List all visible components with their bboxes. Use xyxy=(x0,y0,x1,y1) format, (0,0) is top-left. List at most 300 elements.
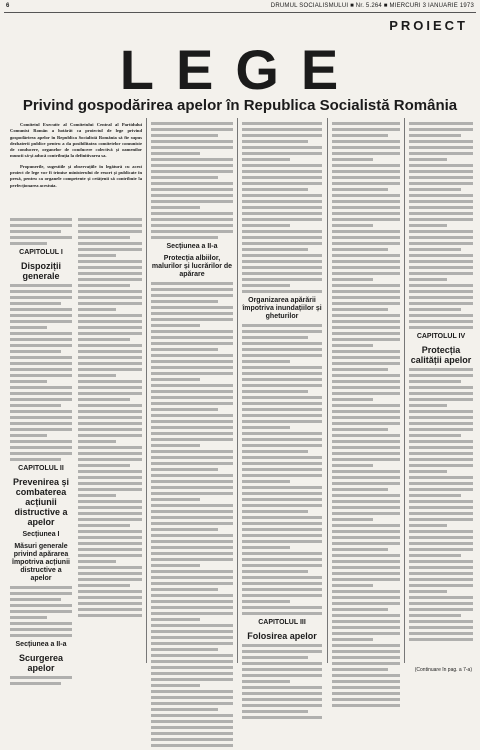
text-line xyxy=(151,642,233,645)
text-line xyxy=(151,594,233,597)
text-line xyxy=(242,122,322,125)
text-line xyxy=(242,492,322,495)
text-line xyxy=(242,366,322,369)
text-line xyxy=(409,380,461,383)
text-line xyxy=(409,230,473,233)
text-line xyxy=(332,404,400,407)
text-line xyxy=(409,320,473,323)
text-line xyxy=(409,440,473,443)
text-line xyxy=(242,498,322,501)
text-line xyxy=(10,284,72,287)
text-line xyxy=(332,122,400,125)
text-line xyxy=(151,474,233,477)
text-line xyxy=(78,248,142,251)
text-line xyxy=(78,482,142,485)
text-line xyxy=(242,402,322,405)
text-line xyxy=(242,540,322,543)
text-line xyxy=(151,702,233,705)
text-line xyxy=(151,558,233,561)
text-line xyxy=(242,140,308,143)
text-line xyxy=(409,506,473,509)
text-line xyxy=(151,510,233,513)
text-line xyxy=(332,632,400,635)
text-line xyxy=(332,452,400,455)
text-line xyxy=(151,540,233,543)
text-line xyxy=(10,362,72,365)
text-line xyxy=(409,476,473,479)
text-line xyxy=(10,404,61,407)
text-line xyxy=(242,266,322,269)
text-line xyxy=(78,332,142,335)
text-line xyxy=(242,260,322,263)
text-line xyxy=(332,692,400,695)
text-line xyxy=(78,590,142,593)
text-line xyxy=(409,170,473,173)
text-line xyxy=(409,554,461,557)
text-line xyxy=(242,716,322,719)
text-line xyxy=(409,428,473,431)
text-line xyxy=(409,374,473,377)
text-line xyxy=(409,452,473,455)
chapter-label: CAPITOLUL III xyxy=(258,619,306,626)
text-line xyxy=(409,542,473,545)
text-line xyxy=(409,392,473,395)
text-line xyxy=(332,698,400,701)
text-line xyxy=(332,236,400,239)
page-number: 6 xyxy=(6,3,10,9)
text-line xyxy=(151,128,233,131)
text-line xyxy=(332,380,400,383)
text-line xyxy=(151,366,233,369)
text-line xyxy=(332,332,400,335)
text-line xyxy=(332,260,400,263)
text-line xyxy=(151,420,233,423)
section-title: Protecția albiilor, malurilor și lucrărilor de apărare xyxy=(151,255,233,278)
text-line xyxy=(332,626,400,629)
text-line xyxy=(242,324,322,327)
section-title: Organizarea apărării împotriva inundațiilor și gheturilor xyxy=(242,297,322,320)
text-line xyxy=(78,272,142,275)
text-line xyxy=(242,188,308,191)
text-line xyxy=(78,284,130,287)
text-line xyxy=(332,242,400,245)
text-line xyxy=(409,608,473,611)
continuation-note: (Continuare în pag. a 7-a) xyxy=(414,667,472,673)
text-line xyxy=(242,128,322,131)
text-line xyxy=(242,248,308,251)
text-line xyxy=(409,158,447,161)
text-line xyxy=(151,654,233,657)
text-line xyxy=(242,396,322,399)
text-line xyxy=(10,314,72,317)
text-line xyxy=(332,374,400,377)
text-line xyxy=(409,290,473,293)
text-line xyxy=(242,390,308,393)
text-line xyxy=(78,278,142,281)
text-line xyxy=(151,288,233,291)
text-line xyxy=(242,290,322,293)
text-line xyxy=(242,284,290,287)
text-line xyxy=(78,584,130,587)
text-line xyxy=(409,164,473,167)
text-line xyxy=(409,140,473,143)
text-line xyxy=(78,464,130,467)
text-line xyxy=(151,182,233,185)
text-line xyxy=(409,446,473,449)
text-line xyxy=(10,356,72,359)
text-line xyxy=(78,230,142,233)
text-line xyxy=(332,308,388,311)
text-line xyxy=(242,486,322,489)
text-line xyxy=(242,522,322,525)
text-line xyxy=(78,326,142,329)
text-line xyxy=(409,176,473,179)
text-line xyxy=(409,422,473,425)
text-line xyxy=(332,320,400,323)
text-line xyxy=(151,342,233,345)
text-line xyxy=(332,356,400,359)
text-line xyxy=(78,506,142,509)
text-line xyxy=(242,474,322,477)
text-line xyxy=(332,464,373,467)
text-line xyxy=(151,312,233,315)
text-line xyxy=(151,564,200,567)
text-line xyxy=(151,738,233,741)
text-line xyxy=(78,404,142,407)
text-line xyxy=(409,536,473,539)
text-line xyxy=(332,278,373,281)
text-line xyxy=(10,224,72,227)
text-line xyxy=(151,408,218,411)
text-line xyxy=(151,600,233,603)
text-line xyxy=(151,360,233,363)
text-line xyxy=(78,218,142,221)
text-line xyxy=(242,612,322,615)
text-line xyxy=(242,158,290,161)
text-line xyxy=(151,450,233,453)
text-line xyxy=(151,648,218,651)
text-line xyxy=(409,560,473,563)
text-line xyxy=(409,368,473,371)
column-a xyxy=(10,218,72,688)
text-line xyxy=(10,598,61,601)
text-line xyxy=(409,278,447,281)
text-line xyxy=(78,488,142,491)
text-line xyxy=(242,152,322,155)
text-line xyxy=(151,372,233,375)
text-line xyxy=(10,236,72,239)
text-line xyxy=(10,302,61,305)
text-line xyxy=(78,434,142,437)
text-line xyxy=(78,452,142,455)
text-line xyxy=(151,236,218,239)
text-line xyxy=(151,606,233,609)
text-line xyxy=(409,632,473,635)
text-line xyxy=(151,708,218,711)
text-line xyxy=(78,398,130,401)
text-line xyxy=(409,578,473,581)
text-line xyxy=(151,230,233,233)
text-line xyxy=(151,282,233,285)
text-line xyxy=(409,398,473,401)
text-line xyxy=(78,356,142,359)
text-line xyxy=(151,378,200,381)
text-line xyxy=(332,314,400,317)
text-line xyxy=(409,566,473,569)
text-line xyxy=(10,634,72,637)
text-line xyxy=(332,140,400,143)
text-line xyxy=(151,396,233,399)
text-line xyxy=(409,326,473,329)
text-line xyxy=(78,500,142,503)
text-line xyxy=(10,616,47,619)
text-line xyxy=(151,492,233,495)
text-line xyxy=(151,636,233,639)
text-line xyxy=(151,588,218,591)
text-line xyxy=(332,284,400,287)
text-line xyxy=(242,534,322,537)
text-line xyxy=(10,446,72,449)
text-line xyxy=(242,468,322,471)
text-line xyxy=(242,668,322,671)
text-line xyxy=(151,444,200,447)
text-line xyxy=(10,326,47,329)
text-line xyxy=(151,522,233,525)
text-line xyxy=(151,426,233,429)
text-line xyxy=(78,602,142,605)
text-line xyxy=(78,542,142,545)
text-line xyxy=(242,450,308,453)
text-line xyxy=(332,152,400,155)
text-line xyxy=(409,482,473,485)
text-line xyxy=(242,146,322,149)
text-line xyxy=(78,368,142,371)
text-line xyxy=(151,336,233,339)
text-line xyxy=(332,212,400,215)
text-line xyxy=(332,146,400,149)
text-line xyxy=(409,590,447,593)
text-line xyxy=(10,458,61,461)
text-line xyxy=(242,438,322,441)
text-line xyxy=(242,644,322,647)
text-line xyxy=(409,410,473,413)
text-line xyxy=(332,608,388,611)
text-line xyxy=(242,528,322,531)
text-line xyxy=(10,332,72,335)
text-line xyxy=(409,248,461,251)
text-line xyxy=(151,212,233,215)
text-line xyxy=(242,462,322,465)
text-line xyxy=(332,164,400,167)
text-line xyxy=(78,566,142,569)
text-line xyxy=(78,512,142,515)
text-line xyxy=(332,434,400,437)
text-line xyxy=(151,140,233,143)
text-line xyxy=(242,408,322,411)
text-line xyxy=(242,456,322,459)
text-line xyxy=(332,650,400,653)
text-line xyxy=(151,200,233,203)
text-line xyxy=(332,614,400,617)
text-line xyxy=(409,218,473,221)
text-line xyxy=(332,158,373,161)
text-line xyxy=(151,666,233,669)
text-line xyxy=(332,362,400,365)
text-line xyxy=(242,206,322,209)
text-line xyxy=(332,194,400,197)
text-line xyxy=(242,444,322,447)
text-line xyxy=(242,600,290,603)
text-line xyxy=(151,462,233,465)
text-line xyxy=(332,188,388,191)
text-line xyxy=(151,188,233,191)
text-line xyxy=(242,698,322,701)
text-line xyxy=(151,354,233,357)
text-line xyxy=(151,194,233,197)
text-line xyxy=(332,638,373,641)
text-line xyxy=(151,726,233,729)
text-line xyxy=(10,392,72,395)
text-line xyxy=(151,152,200,155)
text-line xyxy=(242,504,322,507)
text-line xyxy=(332,170,400,173)
text-line xyxy=(151,176,218,179)
text-line xyxy=(78,608,142,611)
text-line xyxy=(78,314,142,317)
text-line xyxy=(10,398,72,401)
text-line xyxy=(242,576,322,579)
text-line xyxy=(409,602,473,605)
text-line xyxy=(409,434,461,437)
text-line xyxy=(10,374,72,377)
text-line xyxy=(10,368,72,371)
text-line xyxy=(78,320,142,323)
text-line xyxy=(78,470,142,473)
text-line xyxy=(409,128,473,131)
text-line xyxy=(409,272,473,275)
text-line xyxy=(10,428,72,431)
text-line xyxy=(151,516,233,519)
text-line xyxy=(409,386,473,389)
text-line xyxy=(242,420,322,423)
text-line xyxy=(409,488,473,491)
text-line xyxy=(332,554,400,557)
text-line xyxy=(242,236,322,239)
text-line xyxy=(151,552,233,555)
text-line xyxy=(78,242,142,245)
text-line xyxy=(242,336,308,339)
text-line xyxy=(151,158,233,161)
text-line xyxy=(409,206,473,209)
text-line xyxy=(78,572,142,575)
text-line xyxy=(242,564,322,567)
text-line xyxy=(151,660,233,663)
text-line xyxy=(151,438,233,441)
text-line xyxy=(332,458,400,461)
text-line xyxy=(10,676,72,679)
text-line xyxy=(332,590,400,593)
section-label: Secțiunea a II-a xyxy=(15,641,67,648)
text-line xyxy=(78,302,142,305)
text-line xyxy=(10,422,72,425)
text-line xyxy=(409,638,473,641)
law-subtitle: Privind gospodărirea apelor în Republica Socialistă România xyxy=(22,97,458,114)
text-line xyxy=(151,720,233,723)
text-line xyxy=(78,260,142,263)
text-line xyxy=(242,194,322,197)
text-line xyxy=(242,384,322,387)
text-line xyxy=(151,348,218,351)
text-line xyxy=(409,296,473,299)
text-line xyxy=(409,596,473,599)
text-line xyxy=(78,554,142,557)
text-line xyxy=(332,542,400,545)
text-line xyxy=(332,182,400,185)
text-line xyxy=(332,482,400,485)
text-line xyxy=(151,696,233,699)
text-line xyxy=(409,470,447,473)
text-line xyxy=(78,530,142,533)
text-line xyxy=(78,374,116,377)
text-line xyxy=(409,194,473,197)
text-line xyxy=(78,416,142,419)
text-line xyxy=(409,518,473,521)
section-title: Scurgerea apelor xyxy=(18,653,64,673)
text-line xyxy=(10,622,72,625)
text-line xyxy=(151,330,233,333)
text-line xyxy=(151,122,233,125)
text-line xyxy=(10,592,72,595)
text-line xyxy=(10,338,72,341)
text-line xyxy=(10,230,61,233)
text-line xyxy=(10,410,72,413)
text-line xyxy=(409,572,473,575)
text-line xyxy=(10,386,72,389)
text-line xyxy=(10,290,72,293)
text-line xyxy=(242,176,322,179)
text-line xyxy=(10,586,72,589)
text-line xyxy=(409,266,473,269)
chapter-title: Protecția calității apelor xyxy=(410,345,472,365)
text-line xyxy=(78,440,116,443)
text-line xyxy=(242,558,322,561)
text-line xyxy=(151,318,233,321)
column-e xyxy=(332,122,400,710)
intro-paragraph: Propunerile, sugestiile și observațiile în legătură cu acest proiect de lege vor fi trimise ministerului de resort și publicate în presă, pentru ca organele competente și cetățenii să contribuie la perfecționarea acestuia. xyxy=(10,163,142,188)
text-line xyxy=(242,348,322,351)
text-line xyxy=(242,650,322,653)
text-line xyxy=(78,254,116,257)
text-line xyxy=(409,464,473,467)
text-line xyxy=(78,392,142,395)
text-line xyxy=(151,218,233,221)
text-line xyxy=(409,308,461,311)
text-line xyxy=(332,494,400,497)
text-line xyxy=(242,272,322,275)
text-line xyxy=(242,510,308,513)
text-line xyxy=(78,524,130,527)
text-line xyxy=(242,372,322,375)
text-line xyxy=(409,416,473,419)
text-line xyxy=(409,224,447,227)
text-line xyxy=(332,326,400,329)
text-line xyxy=(78,380,142,383)
text-line xyxy=(242,212,322,215)
text-line xyxy=(242,224,290,227)
text-line xyxy=(10,610,72,613)
text-line xyxy=(242,342,322,345)
text-line xyxy=(242,278,322,281)
